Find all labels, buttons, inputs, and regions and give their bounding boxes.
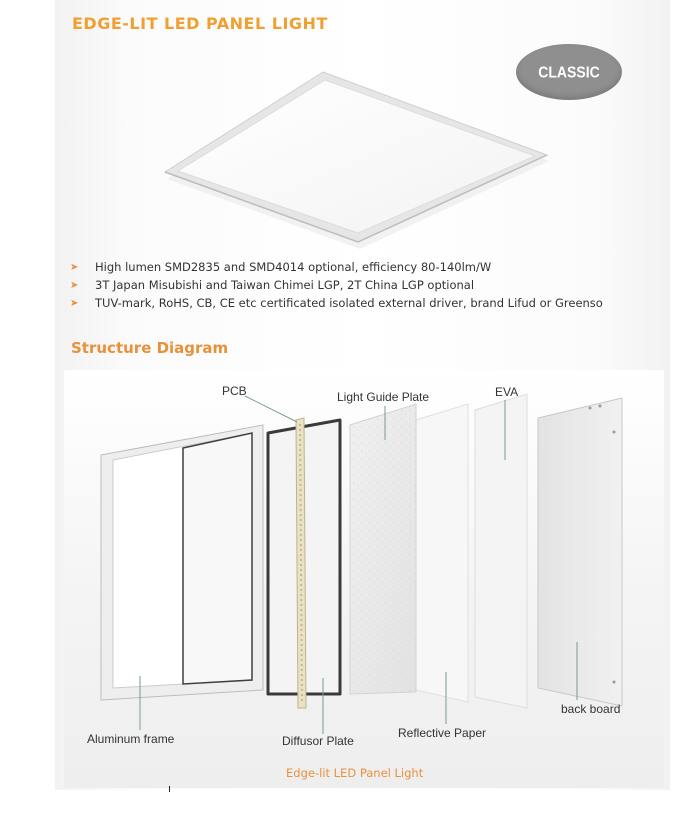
reflective-paper-layer	[416, 404, 468, 702]
arrow-bullet-icon: ➤	[70, 279, 79, 291]
label-light-guide-plate: Light Guide Plate	[337, 390, 430, 404]
label-diffusor-plate: Diffusor Plate	[282, 734, 354, 748]
feature-text: High lumen SMD2835 and SMD4014 optional, efficiency 80-140lm/W	[95, 260, 492, 274]
eva-layer	[475, 394, 527, 708]
arrow-bullet-icon: ➤	[70, 297, 79, 309]
back-board-layer	[538, 398, 622, 706]
label-pcb: PCB	[222, 384, 247, 398]
arrow-bullet-icon: ➤	[70, 261, 79, 273]
feature-text: 3T Japan Misubishi and Taiwan Chimei LGP, 2T China LGP optional	[95, 278, 475, 292]
label-back-board: back board	[561, 702, 621, 716]
label-aluminum-frame: Aluminum frame	[87, 732, 175, 746]
label-eva: EVA	[495, 385, 519, 399]
label-reflective-paper: Reflective Paper	[398, 726, 487, 740]
page-mark	[169, 786, 170, 792]
page-title: EDGE-LIT LED PANEL LIGHT	[72, 14, 328, 33]
structure-diagram-heading: Structure Diagram	[71, 339, 229, 357]
diagram-caption: Edge-lit LED Panel Light	[286, 766, 424, 780]
classic-badge-label: CLASSIC	[538, 62, 600, 82]
feature-text: TUV-mark, RoHS, CB, CE etc certificated isolated external driver, brand Lifud or Greenso	[95, 296, 603, 310]
